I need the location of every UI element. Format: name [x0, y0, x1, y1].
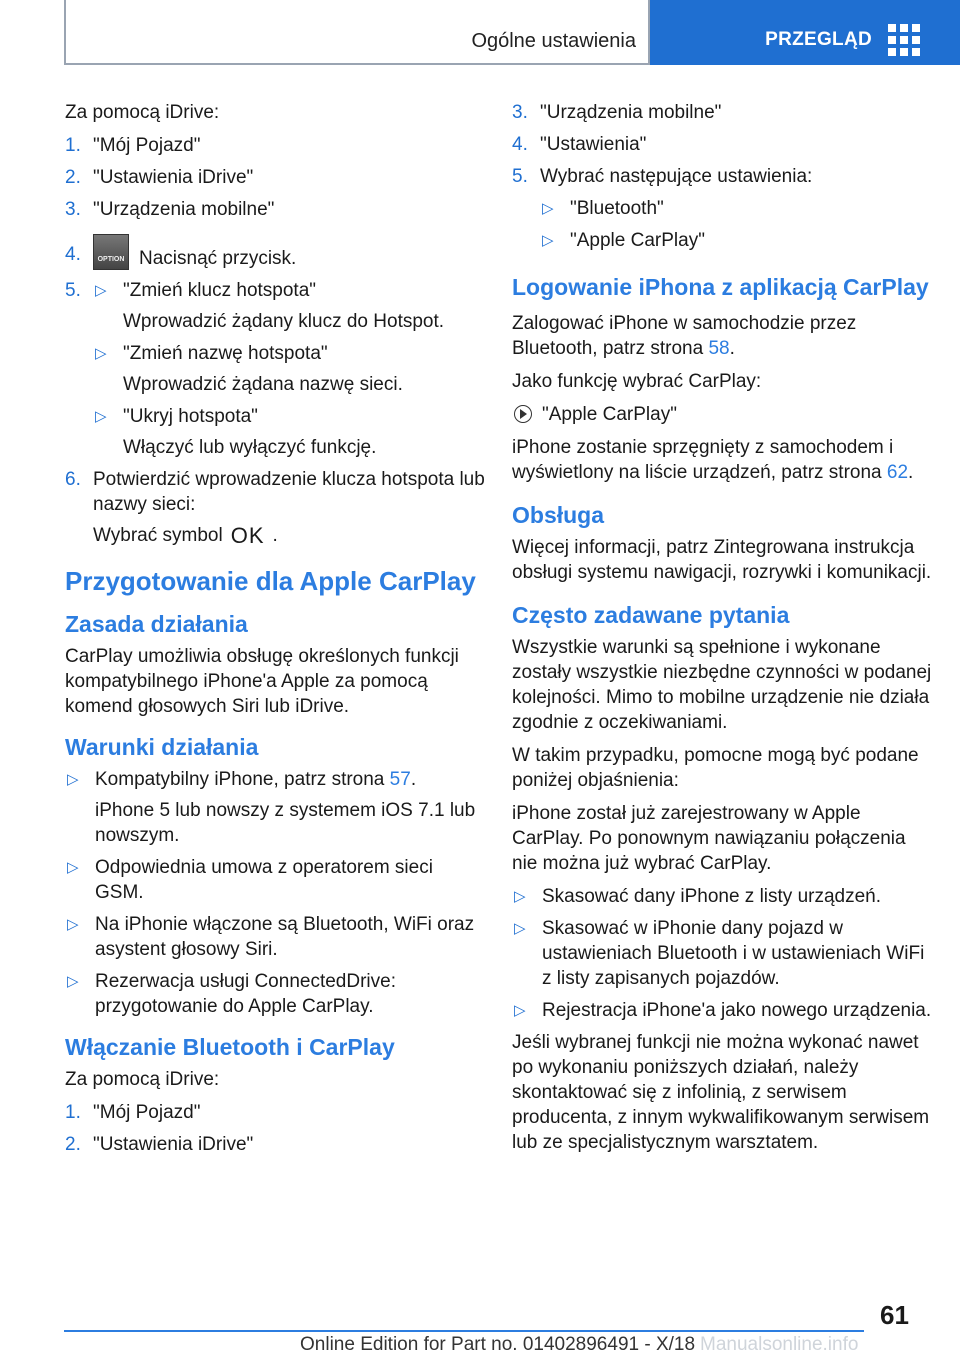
login-menu-path	[512, 402, 932, 427]
faq-paragraph-2: W takim przypadku, pomocne mogą być podane poniżej objaśnienia:	[512, 745, 919, 791]
option-icon-label: OPTION	[97, 256, 125, 263]
grid-menu-icon	[888, 24, 920, 56]
bullet-text: "Apple CarPlay"	[570, 230, 705, 251]
bullet-subtext: iPhone 5 lub nowszy z systemem iOS 7.1 lub nowszym.	[95, 800, 476, 846]
step-number: 2.	[65, 1134, 81, 1155]
step-number: 1.	[65, 1102, 81, 1123]
bullet-text: "Ukryj hotspota"	[123, 406, 258, 427]
page-link[interactable]: 58	[708, 338, 730, 359]
bullet-text: "Zmień nazwę hotspota"	[123, 343, 328, 364]
login-paragraph-1	[512, 311, 932, 361]
faq-paragraph-3: iPhone został już zarejestrowany w Apple CarPlay. Po ponownym nawiązaniu połączenia nie można już wybrać CarPlay.	[512, 803, 906, 874]
watermark: Manualsonline.info	[700, 1334, 859, 1355]
bullet-text: Rejestracja iPhone'a jako nowego urządzenia.	[542, 1000, 932, 1021]
step-text: "Mój Pojazd"	[93, 135, 201, 156]
step-text: Wybrać następujące ustawienia:	[540, 166, 813, 187]
bullet-subtext: Wprowadzić żądana nazwę sieci.	[123, 374, 403, 395]
step-number: 3.	[512, 102, 528, 123]
page-link[interactable]: 62	[886, 462, 909, 483]
bullet-item	[512, 998, 932, 1023]
heading-operation: Obsługa	[512, 502, 605, 528]
step-number: 4.	[65, 244, 81, 265]
triangle-bullet-icon: ▷	[95, 345, 107, 362]
bullet-text-end: .	[410, 769, 417, 790]
step-text: Potwierdzić wprowadzenie klucza hotspota lub nazwy sieci:	[93, 469, 485, 515]
triangle-bullet-icon: ▷	[542, 232, 554, 249]
bullet-item	[65, 767, 485, 848]
step-number: 5.	[65, 280, 81, 301]
enable-intro: Za pomocą iDrive:	[65, 1069, 220, 1090]
bullet-item	[93, 404, 485, 460]
section-title: Ogólne ustawienia	[471, 30, 636, 52]
bullet-item	[512, 884, 932, 909]
list-item	[65, 165, 485, 190]
list-item	[512, 164, 932, 253]
left-column	[65, 100, 485, 1164]
bullet-text: Skasować w iPhonie dany pojazd w ustawieniach Bluetooth i w ustawieniach WiFi z listy zapisanych pojazdów.	[542, 918, 925, 989]
triangle-bullet-icon: ▷	[514, 888, 526, 905]
overview-nav-label: PRZEGLĄD	[765, 28, 872, 50]
operation-text: Więcej informacji, patrz Zintegrowana instrukcja obsługi systemu nawigacji, rozrywki i komunikacji.	[512, 537, 932, 583]
header-bottom-rule	[64, 63, 650, 65]
bullet-text: Rezerwacja usługi ConnectedDrive: przygotowanie do Apple CarPlay.	[95, 971, 396, 1017]
menu-path-text: "Apple CarPlay"	[542, 404, 677, 425]
footer-rule	[64, 1330, 864, 1332]
step-text: "Urządzenia mobilne"	[93, 199, 275, 220]
cont-text-end: .	[272, 525, 278, 546]
step-number: 5.	[512, 166, 528, 187]
bullet-item	[93, 341, 485, 397]
login-paragraph-3	[512, 435, 932, 485]
page-number: 61	[880, 1300, 909, 1330]
list-item	[65, 234, 485, 271]
list-item	[65, 197, 485, 222]
option-button-icon	[93, 234, 129, 270]
list-item	[512, 100, 932, 125]
triangle-bullet-icon: ▷	[95, 282, 107, 299]
list-item	[65, 1132, 485, 1157]
ok-symbol-icon: OK	[230, 523, 265, 548]
triangle-bullet-icon: ▷	[95, 408, 107, 425]
triangle-bullet-icon: ▷	[67, 859, 79, 876]
play-arrow-icon	[514, 405, 532, 423]
login-text: Zalogować iPhone w samochodzie przez Bluetooth, patrz strona	[512, 313, 857, 359]
bullet-item	[540, 196, 932, 221]
bullet-item	[65, 969, 485, 1019]
faq-paragraph-4: Jeśli wybranej funkcji nie można wykonać nawet po wykonaniu poniższych działań, należy skontaktować się z infolinią, z serwisem producenta, z innym wykwalifikowanym serwisem lub ze specjalistycznym warsztatem.	[512, 1032, 930, 1153]
heading-iphone-login: Logowanie iPhona z aplikacją CarPlay	[512, 274, 929, 300]
step-number: 1.	[65, 135, 81, 156]
step-text: "Ustawienia iDrive"	[93, 167, 254, 188]
bullet-subtext: Wprowadzić żądany klucz do Hotspot.	[123, 311, 445, 332]
intro-text: Za pomocą iDrive:	[65, 102, 220, 123]
triangle-bullet-icon: ▷	[67, 771, 79, 788]
right-column	[512, 100, 932, 1163]
bullet-item	[93, 278, 485, 334]
triangle-bullet-icon: ▷	[514, 1002, 526, 1019]
bullet-subtext: Włączyć lub wyłączyć funkcję.	[123, 437, 377, 458]
heading-requirements: Warunki działania	[65, 734, 259, 760]
cont-text: Wybrać symbol	[93, 525, 223, 546]
step-number: 4.	[512, 134, 528, 155]
triangle-bullet-icon: ▷	[514, 920, 526, 937]
list-item	[65, 1100, 485, 1125]
step-text: "Ustawienia"	[540, 134, 647, 155]
step-number: 6.	[65, 469, 81, 490]
edition-footer: Online Edition for Part no. 01402896491 - X/18	[300, 1334, 696, 1355]
overview-nav-button[interactable]	[650, 0, 960, 65]
bullet-text: Skasować dany iPhone z listy urządzeń.	[542, 886, 882, 907]
step-text: "Mój Pojazd"	[93, 1102, 201, 1123]
step-text: Nacisnąć przycisk.	[139, 248, 297, 269]
bullet-item	[65, 855, 485, 905]
triangle-bullet-icon: ▷	[67, 916, 79, 933]
bullet-item	[540, 228, 932, 253]
principle-text: CarPlay umożliwia obsługę określonych funkcji kompatybilnego iPhone'a Apple za pomocą komend głosowych Siri lub iDrive.	[65, 646, 459, 717]
step-text: "Urządzenia mobilne"	[540, 102, 722, 123]
bullet-text: Kompatybilny iPhone, patrz strona	[95, 769, 390, 790]
heading-enable-bluetooth: Włączanie Bluetooth i CarPlay	[65, 1034, 395, 1060]
list-item	[65, 278, 485, 460]
list-item	[512, 132, 932, 157]
step-number: 3.	[65, 199, 81, 220]
login-text-end: .	[908, 462, 914, 483]
bullet-item	[65, 912, 485, 962]
step-continuation	[93, 523, 485, 548]
triangle-bullet-icon: ▷	[67, 973, 79, 990]
faq-paragraph-1: Wszystkie warunki są spełnione i wykonane zostały wszystkie niezbędne czynności w podanej kolejności. Mimo to mobilne urządzenie nie działa zgodnie z oczekiwaniami.	[512, 637, 932, 733]
bullet-text: Odpowiednia umowa z operatorem sieci GSM.	[95, 857, 433, 903]
bullet-text: "Bluetooth"	[570, 198, 664, 219]
login-paragraph-2: Jako funkcję wybrać CarPlay:	[512, 371, 762, 392]
list-item	[65, 133, 485, 158]
bullet-text: "Zmień klucz hotspota"	[123, 280, 317, 301]
step-text: "Ustawienia iDrive"	[93, 1134, 254, 1155]
step-number: 2.	[65, 167, 81, 188]
triangle-bullet-icon: ▷	[542, 200, 554, 217]
bullet-item	[512, 916, 932, 991]
bullet-text: Na iPhonie włączone są Bluetooth, WiFi oraz asystent głosowy Siri.	[95, 914, 475, 960]
heading-principle: Zasada działania	[65, 611, 248, 637]
list-item	[65, 467, 485, 548]
login-text-end: .	[729, 338, 735, 359]
page-link[interactable]: 57	[389, 769, 411, 790]
heading-faq: Często zadawane pytania	[512, 602, 790, 628]
heading-carplay-prep: Przygotowanie dla Apple CarPlay	[65, 566, 476, 596]
login-text: iPhone zostanie sprzęgnięty z samochodem i wyświetlony na liście urządzeń, patrz strona	[512, 437, 894, 483]
